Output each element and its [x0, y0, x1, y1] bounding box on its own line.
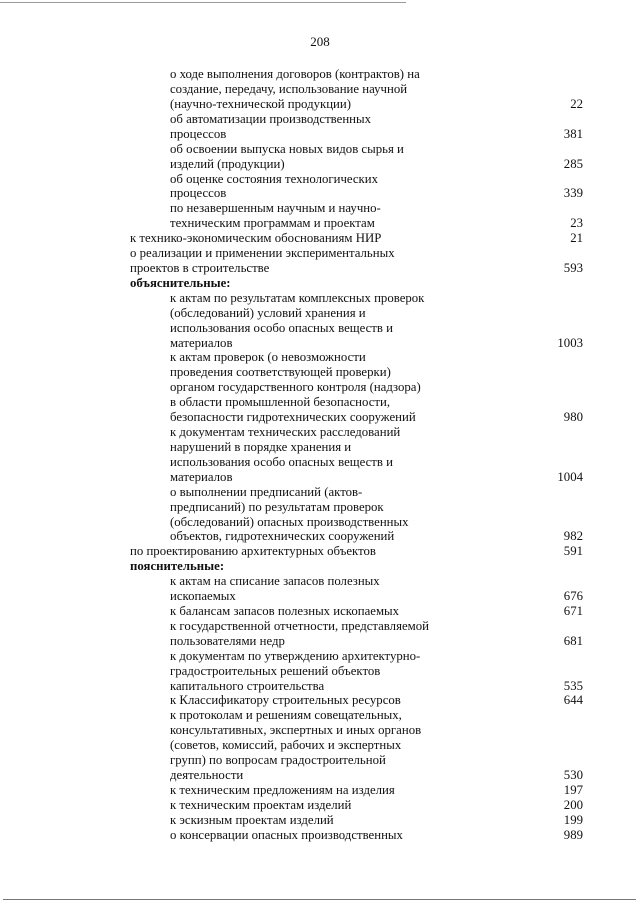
text-line: пользователями недр	[170, 634, 285, 648]
item-number: 982	[563, 529, 583, 543]
text-line: (советов, комиссий, рабочих и экспертных	[170, 738, 402, 752]
text-line: в области промышленной безопасности,	[170, 395, 391, 409]
section-heading: пояснительные:	[130, 559, 225, 573]
text-line: о ходе выполнения договоров (контрактов) на	[170, 67, 420, 81]
text-line: материалов	[170, 470, 233, 484]
item-number: 200	[563, 798, 583, 812]
item-number: 593	[563, 261, 583, 275]
item-number: 535	[563, 679, 583, 693]
item-number: 644	[563, 693, 583, 707]
text-line: к документам по утверждению архитектурно-	[170, 649, 421, 663]
text-line: процессов	[170, 127, 227, 141]
text-line: об оценке состояния технологических	[170, 172, 379, 186]
item-number: 1004	[557, 470, 583, 484]
text-line: нарушений в порядке хранения и	[170, 440, 352, 454]
text-line: о выполнении предписаний (актов-	[170, 485, 363, 499]
item-number: 530	[563, 768, 583, 782]
text-line: консультативных, экспертных и иных органов	[170, 723, 422, 737]
item-number: 22	[570, 97, 583, 111]
text-line: использования особо опасных веществ и	[170, 321, 393, 335]
text-line: к актам проверок (о невозможности	[170, 350, 366, 364]
item-number: 381	[563, 127, 583, 141]
text-line: к техническим предложениям на изделия	[170, 783, 395, 797]
item-number: 21	[570, 231, 583, 245]
page-number: 208	[310, 34, 330, 49]
text-line: к документам технических расследований	[170, 425, 401, 439]
text-line: ископаемых	[170, 589, 236, 603]
text-line: к технико-экономическим обоснованиям НИР	[130, 231, 382, 245]
item-number: 285	[563, 157, 583, 171]
text-line: (обследований) опасных производственных	[170, 515, 409, 529]
text-line: предписаний) по результатам проверок	[170, 500, 384, 514]
text-line: изделий (продукции)	[170, 157, 285, 171]
text-line: о реализации и применении экспериментальных	[130, 246, 395, 260]
text-line: деятельности	[170, 768, 244, 782]
text-line: к актам на списание запасов полезных	[170, 574, 380, 588]
text-line: к техническим проектам изделий	[170, 798, 352, 812]
text-line: безопасности гидротехнических сооружений	[170, 410, 416, 424]
item-number: 197	[563, 783, 583, 797]
item-number: 989	[563, 828, 583, 842]
scan-bottom-rule	[3, 899, 636, 900]
scan-top-rule	[0, 2, 406, 3]
text-line: капитального строительства	[170, 679, 325, 693]
item-number: 199	[563, 813, 583, 827]
text-line: о консервации опасных производственных	[170, 828, 403, 842]
text-line: групп) по вопросам градостроительной	[170, 753, 386, 767]
text-line: к протоколам и решениям совещательных,	[170, 708, 402, 722]
item-number: 980	[563, 410, 583, 424]
text-line: техническим программам и проектам	[170, 216, 375, 230]
item-number: 1003	[557, 336, 583, 350]
text-line: создание, передачу, использование научной	[170, 82, 408, 96]
text-line: органом государственного контроля (надзора)	[170, 380, 421, 394]
item-number: 591	[563, 544, 583, 558]
text-line: к актам по результатам комплексных проверок	[170, 291, 425, 305]
item-number: 23	[570, 216, 583, 230]
section-heading: объяснительные:	[130, 276, 231, 290]
text-line: по проектированию архитектурных объектов	[130, 544, 376, 558]
text-line: (научно-технической продукции)	[170, 97, 352, 111]
item-number: 676	[563, 589, 583, 603]
text-line: по незавершенным научным и научно-	[170, 201, 381, 215]
item-number: 671	[563, 604, 583, 618]
text-line: об освоении выпуска новых видов сырья и	[170, 142, 404, 156]
text-line: объектов, гидротехнических сооружений	[170, 529, 395, 543]
text-line: к Классификатору строительных ресурсов	[170, 693, 401, 707]
text-line: проведения соответствующей проверки)	[170, 365, 391, 379]
item-number: 681	[563, 634, 583, 648]
text-line: проектов в строительстве	[130, 261, 270, 275]
text-line: процессов	[170, 186, 227, 200]
text-line: к эскизным проектам изделий	[170, 813, 334, 827]
text-line: материалов	[170, 336, 233, 350]
text-line: градостроительных решений объектов	[170, 664, 381, 678]
text-line: к государственной отчетности, представляемой	[170, 619, 429, 633]
item-number: 339	[563, 186, 583, 200]
text-line: об автоматизации производственных	[170, 112, 372, 126]
text-line: к балансам запасов полезных ископаемых	[170, 604, 400, 618]
text-line: использования особо опасных веществ и	[170, 455, 393, 469]
text-line: (обследований) условий хранения и	[170, 306, 366, 320]
